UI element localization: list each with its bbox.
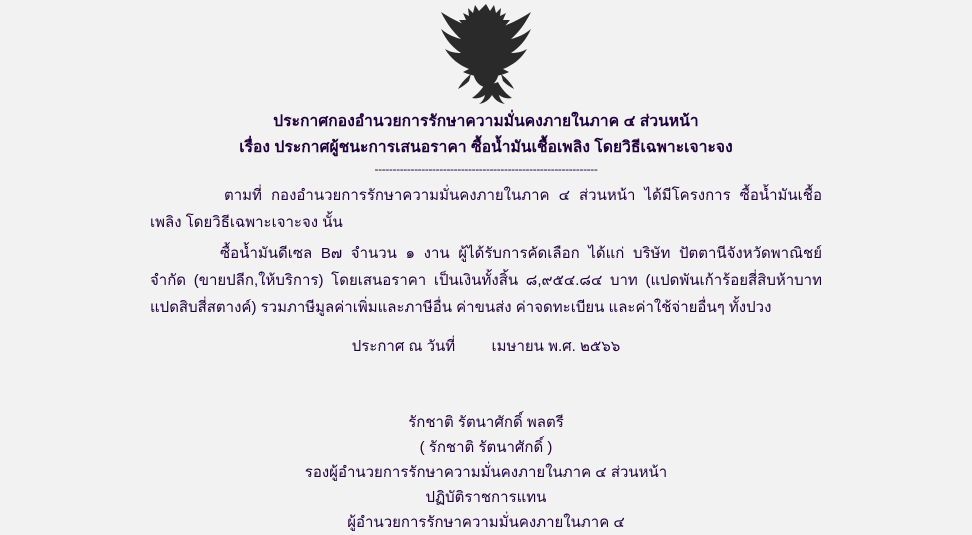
body-paragraph-1-text: ตามที่ กองอำนวยการรักษาความมั่นคงภายในภาค ๔ ส่วนหน้า ได้มีโครงการ ซื้อน้ำมันเชื้อเพลิง โดยวิธีเฉพาะเจาะจง นั้น — [150, 187, 822, 231]
announcement-date-value: เมษายน พ.ศ. ๒๕๖๖ — [491, 338, 621, 355]
signature-position-3: ผู้อำนวยการรักษาความมั่นคงภายในภาค ๔ — [347, 514, 625, 531]
heading-divider: -------------------------------------------------------------- — [374, 162, 598, 176]
signature-block — [0, 410, 972, 535]
body-paragraph-1 — [150, 182, 822, 236]
signature-name: รักชาติ รัตนาศักดิ์ พลตรี — [408, 414, 564, 431]
signature-position-2: ปฏิบัติราชการแทน — [425, 489, 547, 506]
announcement-date-line — [0, 334, 972, 358]
announcement-date-prefix: ประกาศ ณ วันที่ — [351, 338, 456, 355]
body-paragraph-2 — [150, 240, 822, 321]
body-paragraph-2-text: ซื้อน้ำมันดีเซล B๗ จำนวน ๑ งาน ผู้ได้รับการคัดเลือก ได้แก่ บริษัท ปัตตานีจังหวัดพาณิชย์ จำกัด (ขายปลีก,ให้บริการ) โดยเสนอราคา เป็นเงินทั้งสิ้น ๘,๙๕๔.๘๔ บาท (แปดพันเก้าร้อยสี่สิบห้าบาทแปดสิบสี่สตางค์) รวมภาษีมูลค่าเพิ่มและภาษีอื่น ค่าขนส่ง ค่าจดทะเบียน และค่าใช้จ่ายอื่นๆ ทั้งปวง — [150, 245, 822, 316]
signature-position-1: รองผู้อำนวยการรักษาความมั่นคงภายในภาค ๔ ส่วนหน้า — [304, 464, 668, 481]
document-heading-line-2: เรื่อง ประกาศผู้ชนะการเสนอราคา ซื้อน้ำมันเชื้อเพลิง โดยวิธีเฉพาะเจาะจง — [239, 139, 733, 156]
garuda-emblem-icon — [431, 0, 541, 104]
document-heading-line-1: ประกาศกองอำนวยการรักษาความมั่นคงภายในภาค ๔ ส่วนหน้า — [273, 113, 699, 130]
signature-paren-name: ( รักชาติ รัตนาศักดิ์ ) — [419, 439, 553, 456]
document-body — [150, 182, 822, 325]
emblem-container — [0, 0, 972, 109]
